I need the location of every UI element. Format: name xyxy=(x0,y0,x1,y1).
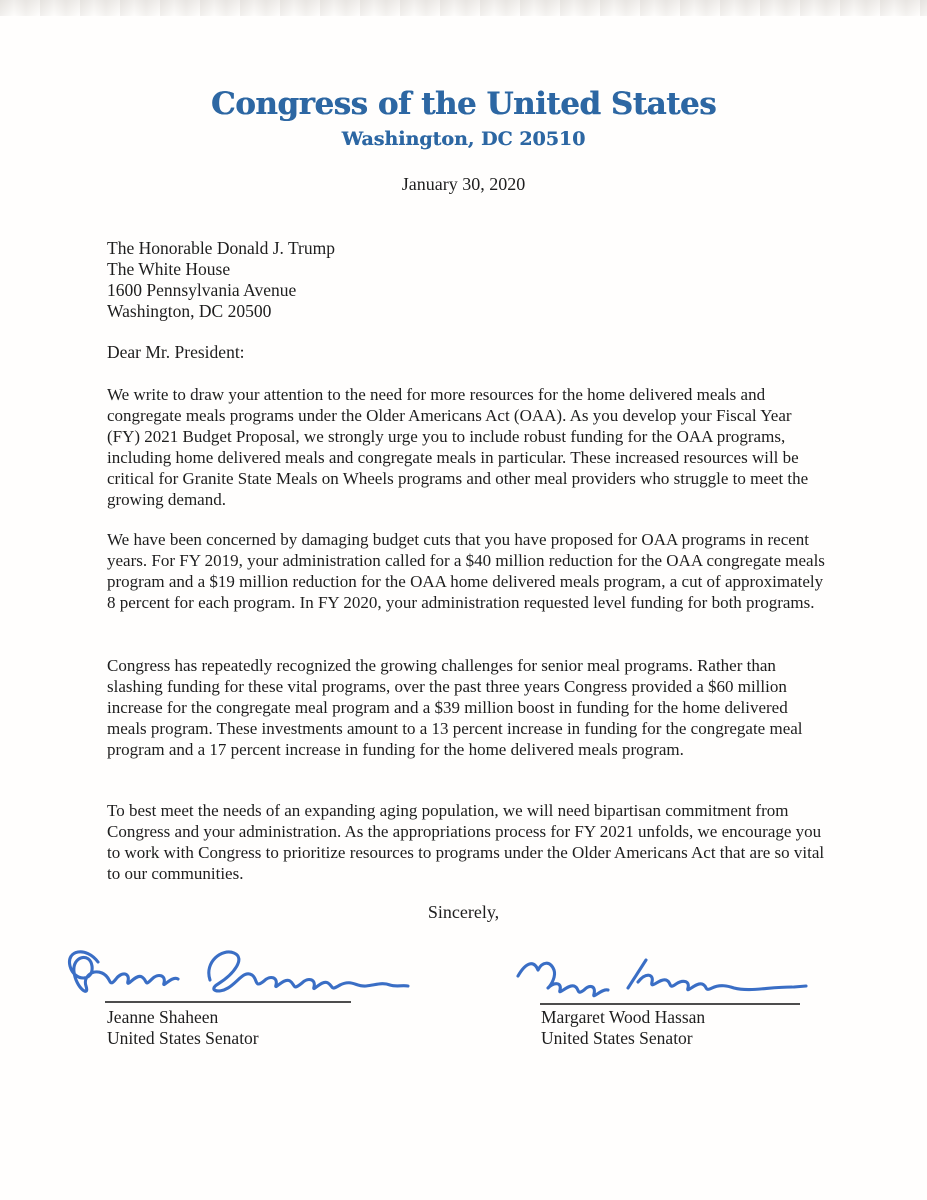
body-paragraph-2: We have been concerned by damaging budget cuts that you have proposed for OAA programs in recent years. For FY 2019, your administration called for a $40 million reduction for the OAA congregate meals program and a $19 million reduction for the OAA home delivered meals program, a cut of approximately 8 percent for each program. In FY 2020, your administration requested level funding for both programs. xyxy=(107,530,825,612)
shaheen-signature-image xyxy=(60,944,412,1006)
salutation: Dear Mr. President: xyxy=(107,342,245,362)
scan-noise-band xyxy=(0,0,927,16)
shaheen-title: United States Senator xyxy=(107,1028,259,1048)
letter-date: January 30, 2020 xyxy=(401,174,526,194)
body-paragraph-3: Congress has repeatedly recognized the growing challenges for senior meal programs. Rather than slashing funding for these vital programs, over the past three years Congress provided a $60 million increase for the congregate meal program and a $39 million boost in funding for the home delivered meals program. These investments amount to a 13 percent increase in funding for the congregate meal program and a 17 percent increase in funding for the home delivered meals program. xyxy=(107,656,803,759)
recipient-address-block xyxy=(107,238,335,322)
recipient-name-line: The Honorable Donald J. Trump xyxy=(107,238,335,258)
recipient-address-line: Washington, DC 20500 xyxy=(107,301,272,321)
recipient-address-line: The White House xyxy=(107,259,231,279)
body-paragraph-1: We write to draw your attention to the need for more resources for the home delivered meals and congregate meals programs under the Older Americans Act (OAA). As you develop your Fiscal Year (FY) 2021 Budget Proposal, we strongly urge you to include robust funding for the OAA programs, including home delivered meals and congregate meals in particular. These increased resources will be critical for Granite State Meals on Wheels programs and other meal providers who struggle to meet the growing demand. xyxy=(107,385,809,509)
hassan-printed-name: Margaret Wood Hassan xyxy=(541,1007,706,1027)
hassan-signature-line xyxy=(540,1003,800,1005)
body-paragraph-4: To best meet the needs of an expanding aging population, we will need bipartisan commitment from Congress and your administration. As the appropriations process for FY 2021 unfolds, we encourage you to work with Congress to prioritize resources to programs under the Older Americans Act that are so vital to our communities. xyxy=(107,801,825,883)
closing-salutation: Sincerely, xyxy=(427,902,500,922)
letterhead-address: Washington, DC 20510 xyxy=(341,128,586,150)
hassan-signature-image xyxy=(510,952,810,1008)
shaheen-signature-line xyxy=(105,1001,351,1003)
recipient-address-line: 1600 Pennsylvania Avenue xyxy=(107,280,297,300)
hassan-title: United States Senator xyxy=(541,1028,693,1048)
letterhead-title: Congress of the United States xyxy=(210,86,717,122)
shaheen-printed-name: Jeanne Shaheen xyxy=(107,1007,219,1027)
